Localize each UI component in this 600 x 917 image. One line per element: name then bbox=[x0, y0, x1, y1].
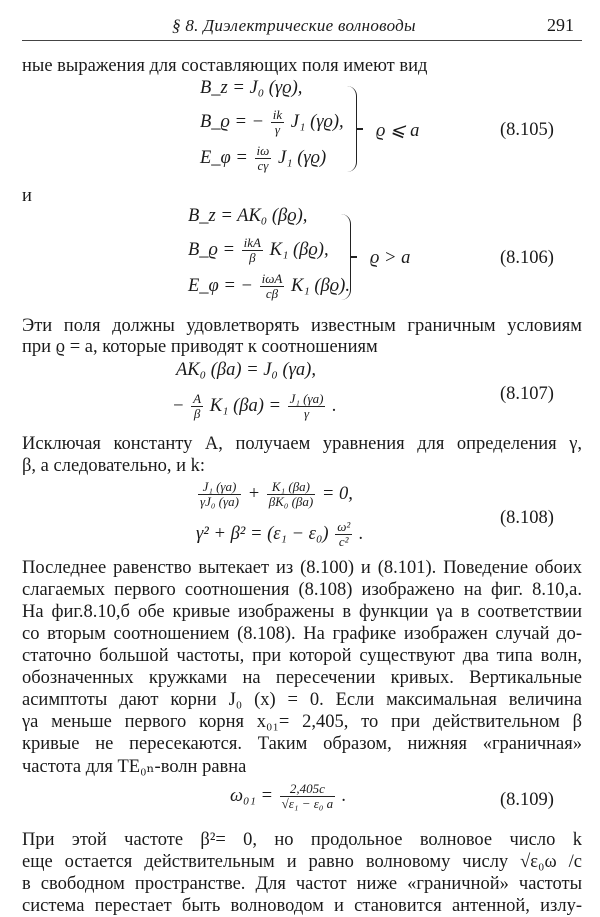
fraction: $\frac{\text{iωA}}{c\beta}$ bbox=[261, 271, 283, 301]
eq106-line3: E_φ = − $\frac{\text{iωA}}{c\beta}$ K₁ (βϱ). bbox=[188, 271, 350, 301]
paragraph-line: На фиг.8.10,б обе кривые изображены в функции γa в соответствии bbox=[22, 602, 582, 622]
paragraph-line: Исключая константу A, получаем уравнения для определения γ, bbox=[22, 434, 582, 454]
paragraph-line: γa меньше первого корня x₀₁= 2,405, то при действительном β bbox=[22, 712, 582, 732]
eq108-line2: γ² + β² = (ε₁ − ε₀) $\frac{\text{ω²}}{\text{c²}}$ . bbox=[196, 519, 364, 549]
eq107-number: (8.107) bbox=[500, 384, 554, 404]
paragraph-line: статочно большой частоты, при которой существуют два типа волн, bbox=[22, 646, 582, 666]
running-header bbox=[22, 12, 582, 41]
paragraph-line: Последнее равенство вытекает из (8.100) и (8.101). Поведение обоих bbox=[22, 558, 582, 578]
eq108-number: (8.108) bbox=[500, 508, 554, 528]
fraction: $\frac{\text{K₁ (βa)}}{\text{βK₀ (βa)}}$ bbox=[268, 479, 314, 509]
page-number: 291 bbox=[547, 15, 574, 35]
fraction: $\frac{\text{J₁ (γa)}}{\text{γJ₀ (γa)}}$ bbox=[200, 479, 239, 509]
eq107-line2: − $\frac{A}{\beta}$ K₁ (βa) = $\frac{\text{J₁ (γa)}}{\gamma}$ . bbox=[172, 391, 337, 421]
paragraph-line: кривые не пересекаются. Таким образом, нижняя «граничная» bbox=[22, 734, 582, 754]
eq106-line1: B_z = AK₀ (βϱ), bbox=[188, 206, 308, 226]
paragraph-line: Эти поля должны удовлетворять известным граничным условиям bbox=[22, 316, 582, 336]
fraction: $\frac{i\omega}{c\gamma}$ bbox=[256, 143, 270, 173]
eq105-line2: B_ϱ = − $\frac{ik}{\gamma}$ J₁ (γϱ), bbox=[200, 107, 344, 137]
fraction: $\frac{\text{J₁ (γa)}}{\gamma}$ bbox=[289, 391, 324, 421]
paragraph-line: слагаемых первого соотношения (8.108) изображено на фиг. 8.10,а. bbox=[22, 580, 582, 600]
paragraph-line: со вторым соотношением (8.108). На графике изображен случай до- bbox=[22, 624, 582, 644]
paragraph-line: система перестает быть волноводом и становится антенной, излу- bbox=[22, 896, 582, 916]
paragraph-line: При этой частоте β²= 0, но продольное волновое число k bbox=[22, 830, 582, 850]
eq105-line1: B_z = J₀ (γϱ), bbox=[200, 78, 303, 98]
fraction: $\frac{\text{ω²}}{\text{c²}}$ bbox=[337, 519, 351, 549]
fraction: $\frac{2,405c}{\text{√ε₁ − ε₀ a}}$ bbox=[281, 781, 334, 811]
fraction: $\frac{ik}{\gamma}$ bbox=[272, 107, 283, 137]
eq107-line1: AK₀ (βa) = J₀ (γa), bbox=[176, 360, 316, 380]
eq105-condition: ϱ ⩽ a bbox=[376, 121, 420, 141]
brace bbox=[340, 214, 351, 300]
paragraph-line: при ϱ = a, которые приводят к соотношениям bbox=[22, 337, 378, 357]
paragraph-line: в свободном пространстве. Для частот ниже «граничной» частоты bbox=[22, 874, 582, 894]
paragraph-line: частота для TE₀ₙ-волн равна bbox=[22, 757, 247, 777]
eq106-line2: B_ϱ = $\frac{\text{ikA}}{\beta}$ K₁ (βϱ), bbox=[188, 235, 329, 265]
fraction: $\frac{\text{ikA}}{\beta}$ bbox=[243, 235, 261, 265]
intro-text: ные выражения для составляющих поля имеют вид bbox=[22, 56, 428, 76]
eq106-condition: ϱ > a bbox=[370, 248, 411, 268]
paragraph-line: обозначенных кружками на пересечении кривых. Вертикальные bbox=[22, 668, 582, 688]
eq106-number: (8.106) bbox=[500, 248, 554, 268]
eq109-number: (8.109) bbox=[500, 790, 554, 810]
fraction: $\frac{A}{\beta}$ bbox=[193, 391, 202, 421]
conjunction: и bbox=[22, 186, 32, 206]
eq109-line: ω₀₁ = $\frac{2,405c}{\text{√ε₁ − ε₀ a}}$ . bbox=[230, 781, 347, 811]
eq108-line1: $\frac{\text{J₁ (γa)}}{\text{γJ₀ (γa)}}$ + $\frac{\text{K₁ (βa)}}{\text{βK₀ (βa)}}$ = 0, bbox=[200, 479, 353, 509]
eq105-number: (8.105) bbox=[500, 120, 554, 140]
brace bbox=[346, 86, 357, 172]
paragraph-line: еще остается действительным и равно волновому числу √ε₀ω /c bbox=[22, 852, 582, 872]
eq105-line3: E_φ = $\frac{i\omega}{c\gamma}$ J₁ (γϱ) bbox=[200, 143, 327, 173]
paragraph-line: асимптоты дают корни J₀ (x) = 0. Если максимальная величина bbox=[22, 690, 582, 710]
header-title: § 8. Диэлектрические волноводы bbox=[172, 16, 416, 35]
paragraph-line: β, а следовательно, и k: bbox=[22, 456, 206, 476]
